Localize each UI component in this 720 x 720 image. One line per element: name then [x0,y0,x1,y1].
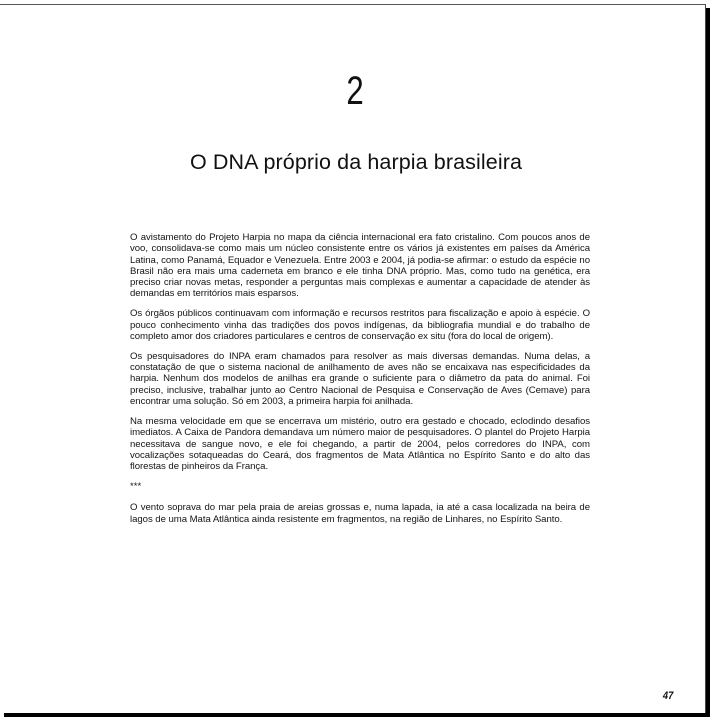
paragraph-5: O vento soprava do mar pela praia de areias grossas e, numa lapada, ia até a casa localizada na beira de lagos de uma Mata Atlântica ainda resistente em fragmentos, na região de Linhares, no Espírito Santo. [130,502,590,525]
chapter-title: O DNA próprio da harpia brasileira [189,150,523,174]
section-separator: *** [130,481,142,493]
page-number: 47 [662,690,674,702]
chapter-body [130,232,590,534]
paragraph-4: Na mesma velocidade em que se encerrava um mistério, outro era gestado e chocado, eclodindo desafios imediatos. A Caixa de Pandora demandava um número maior de pesquisadores. O plantel do Projeto Harpia necessitava de sangue novo, e ele foi chegando, a partir de 2004, pelos corredores do INPA, com vocalizações sotaqueadas do Ceará, dos fragmentos de Mata Atlântica no Espírito Santo e do alto das florestas de pinheiros da França. [130,415,590,473]
paragraph-3: Os pesquisadores do INPA eram chamados para resolver as mais diversas demandas. Numa delas, a constatação de que o sistema nacional de anilhamento de aves não se encaixava nas especificidades da harpia. Nenhum dos modelos de anilhas era grande o suficiente para o diâmetro da pata do animal. Foi preciso, inclusive, trabalhar junto ao Centro Nacional de Pesquisa e Conservação de Aves (Cemave) para encontrar uma solução. Só em 2003, a primeira harpia foi anilhada. [130,350,590,408]
chapter-number: 2 [346,69,364,113]
paragraph-1: O avistamento do Projeto Harpia no mapa da ciência internacional era fato cristalino. Com poucos anos de voo, consolidava-se como mais um núcleo consistente entre os vários já existentes em países da América Latina, como Panamá, Equador e Venezuela. Entre 2003 e 2004, já podia-se afirmar: o estudo da espécie no Brasil não era mais uma caderneta em branco e ele tinha DNA próprio. Mas, como tudo na genética, era preciso criar novas metas, responder a perguntas mais complexas e aumentar a capacidade de atender às demandas em territórios mais esparsos. [130,232,590,300]
paragraph-2: Os órgãos públicos continuavam com informação e recursos restritos para fiscalização e apoio à espécie. O pouco conhecimento vinha das tradições dos povos indígenas, da bibliografia mundial e do trabalho de completo amor dos criadores particulares e centros de conservação ex situ (fora do local de origem). [130,308,590,342]
book-page [0,4,706,713]
